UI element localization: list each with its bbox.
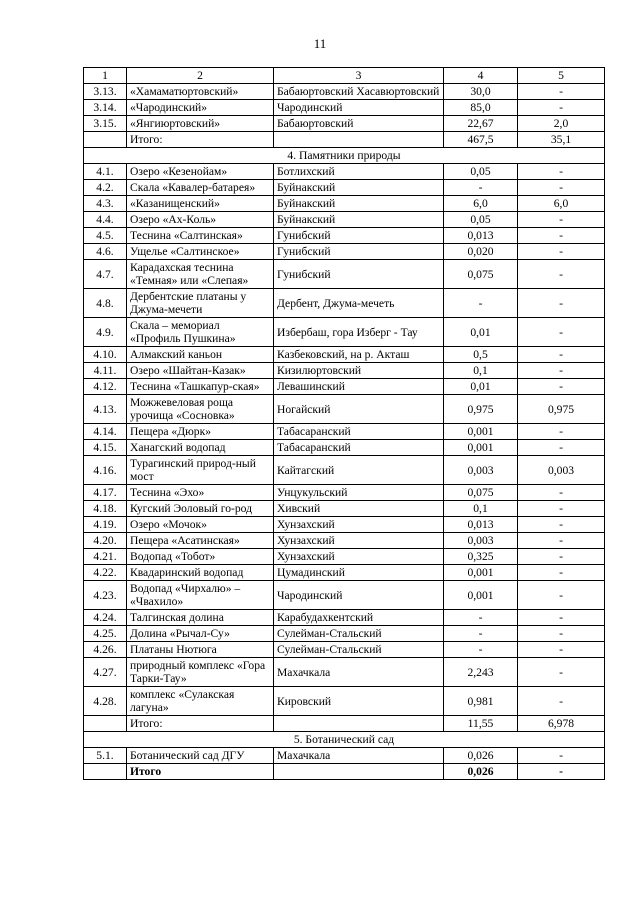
value-cell: - — [518, 164, 605, 180]
district-cell: Хунзахский — [274, 549, 444, 565]
name-cell: Озеро «Мочок» — [127, 517, 274, 533]
district-cell: Ботлихский — [274, 164, 444, 180]
name-cell: «Чародинский» — [127, 100, 274, 116]
district-cell: Бабаюртовский Хасавюртовский — [274, 84, 444, 100]
name-cell: Турагинский природ-ный мост — [127, 456, 274, 485]
district-cell: Буйнакский — [274, 180, 444, 196]
row-number-cell: 4.21. — [84, 549, 127, 565]
table-row — [84, 379, 605, 395]
value-cell: 2,0 — [518, 116, 605, 132]
value-cell: - — [518, 549, 605, 565]
row-number-cell: 5.1. — [84, 748, 127, 764]
table-row — [84, 642, 605, 658]
area-cell: 0,003 — [444, 533, 518, 549]
value-cell: 0,975 — [518, 395, 605, 424]
table-row — [84, 347, 605, 363]
area-cell: 0,075 — [444, 260, 518, 289]
area-cell: 0,325 — [444, 549, 518, 565]
name-cell: Ханагский водопад — [127, 440, 274, 456]
area-cell: 0,01 — [444, 379, 518, 395]
value-cell: 6,978 — [518, 716, 605, 732]
table-row — [84, 764, 605, 780]
value-cell: - — [518, 687, 605, 716]
area-cell: 0,020 — [444, 244, 518, 260]
table-row — [84, 116, 605, 132]
name-cell: Карадахская теснина «Темная» или «Слепая» — [127, 260, 274, 289]
area-cell: 0,013 — [444, 517, 518, 533]
table-row — [84, 424, 605, 440]
row-number-cell: 4.25. — [84, 626, 127, 642]
district-cell: Буйнакский — [274, 196, 444, 212]
area-cell: 0,1 — [444, 501, 518, 517]
row-number-cell: 4.2. — [84, 180, 127, 196]
header-cell: 5 — [518, 68, 605, 84]
area-cell: 0,001 — [444, 440, 518, 456]
name-cell: Озеро «Ах-Коль» — [127, 212, 274, 228]
name-cell: Итого: — [127, 716, 274, 732]
district-cell: Буйнакский — [274, 212, 444, 228]
table-row — [84, 180, 605, 196]
area-cell: 0,001 — [444, 424, 518, 440]
district-cell: Гунибский — [274, 228, 444, 244]
district-cell: Сулейман-Стальский — [274, 642, 444, 658]
value-cell: - — [518, 501, 605, 517]
district-cell: Цумадинский — [274, 565, 444, 581]
value-cell: - — [518, 424, 605, 440]
name-cell: Теснина «Ташкапур-ская» — [127, 379, 274, 395]
area-cell: 6,0 — [444, 196, 518, 212]
district-cell: Хунзахский — [274, 517, 444, 533]
district-cell — [274, 764, 444, 780]
value-cell: - — [518, 642, 605, 658]
area-cell: 22,67 — [444, 116, 518, 132]
row-number-cell: 4.18. — [84, 501, 127, 517]
header-cell: 1 — [84, 68, 127, 84]
area-cell: 0,975 — [444, 395, 518, 424]
value-cell: - — [518, 748, 605, 764]
value-cell: - — [518, 485, 605, 501]
district-cell: Избербаш, гора Изберг - Тау — [274, 318, 444, 347]
area-cell: - — [444, 289, 518, 318]
row-number-cell: 4.13. — [84, 395, 127, 424]
table-row — [84, 164, 605, 180]
row-number-cell: 4.17. — [84, 485, 127, 501]
row-number-cell: 3.15. — [84, 116, 127, 132]
value-cell: - — [518, 228, 605, 244]
district-cell: Гунибский — [274, 260, 444, 289]
district-cell: Махачкала — [274, 748, 444, 764]
table-row — [84, 196, 605, 212]
value-cell: 0,003 — [518, 456, 605, 485]
row-number-cell: 3.14. — [84, 100, 127, 116]
row-number-cell: 4.12. — [84, 379, 127, 395]
row-number-cell: 4.3. — [84, 196, 127, 212]
name-cell: Озеро «Шайтан-Казак» — [127, 363, 274, 379]
name-cell: Скала – мемориал «Профиль Пушкина» — [127, 318, 274, 347]
row-number-cell: 4.11. — [84, 363, 127, 379]
value-cell: - — [518, 581, 605, 610]
value-cell: - — [518, 610, 605, 626]
name-cell: Долина «Рычал-Су» — [127, 626, 274, 642]
table-row — [84, 132, 605, 148]
table-row — [84, 318, 605, 347]
value-cell: 6,0 — [518, 196, 605, 212]
section-title-row — [84, 732, 605, 748]
table-row — [84, 687, 605, 716]
district-cell: Кайтагский — [274, 456, 444, 485]
row-number-cell — [84, 764, 127, 780]
area-cell: 2,243 — [444, 658, 518, 687]
name-cell: Теснина «Эхо» — [127, 485, 274, 501]
name-cell: комплекс «Сулакская лагуна» — [127, 687, 274, 716]
value-cell: - — [518, 260, 605, 289]
name-cell: Дербентские платаны у Джума-мечети — [127, 289, 274, 318]
name-cell: Можжевеловая роща урочища «Сосновка» — [127, 395, 274, 424]
value-cell: - — [518, 244, 605, 260]
table-row — [84, 395, 605, 424]
area-cell: 0,05 — [444, 212, 518, 228]
row-number-cell: 4.5. — [84, 228, 127, 244]
table-row — [84, 440, 605, 456]
table-row — [84, 549, 605, 565]
area-cell: 0,001 — [444, 565, 518, 581]
section-title: 4. Памятники природы — [84, 148, 605, 164]
row-number-cell: 4.7. — [84, 260, 127, 289]
name-cell: природный комплекс «Гора Тарки-Тау» — [127, 658, 274, 687]
area-cell: 0,05 — [444, 164, 518, 180]
district-cell: Табасаранский — [274, 440, 444, 456]
district-cell: Кизилюртовский — [274, 363, 444, 379]
row-number-cell: 3.13. — [84, 84, 127, 100]
area-cell: - — [444, 180, 518, 196]
name-cell: Пещера «Асатинская» — [127, 533, 274, 549]
district-cell: Гунибский — [274, 244, 444, 260]
area-cell: 0,981 — [444, 687, 518, 716]
row-number-cell: 4.20. — [84, 533, 127, 549]
table-row — [84, 289, 605, 318]
name-cell: Алмакский каньон — [127, 347, 274, 363]
district-cell: Казбековский, на р. Акташ — [274, 347, 444, 363]
value-cell: - — [518, 533, 605, 549]
area-cell: 0,001 — [444, 581, 518, 610]
area-cell: - — [444, 626, 518, 642]
table-row — [84, 610, 605, 626]
table-row — [84, 501, 605, 517]
area-cell: 0,5 — [444, 347, 518, 363]
area-cell: 11,55 — [444, 716, 518, 732]
row-number-cell: 4.27. — [84, 658, 127, 687]
name-cell: Ботанический сад ДГУ — [127, 748, 274, 764]
value-cell: - — [518, 440, 605, 456]
section-title: 5. Ботанический сад — [84, 732, 605, 748]
area-cell: 0,1 — [444, 363, 518, 379]
table-row — [84, 363, 605, 379]
name-cell: Озеро «Кезенойам» — [127, 164, 274, 180]
name-cell: «Хамаматюртовский» — [127, 84, 274, 100]
name-cell: Итого: — [127, 132, 274, 148]
area-cell: 0,026 — [444, 764, 518, 780]
area-cell: - — [444, 610, 518, 626]
table-row — [84, 260, 605, 289]
row-number-cell: 4.9. — [84, 318, 127, 347]
value-cell: - — [518, 100, 605, 116]
name-cell: Водопад «Чирхалю» – «Чвахило» — [127, 581, 274, 610]
area-cell: 0,013 — [444, 228, 518, 244]
district-cell — [274, 132, 444, 148]
area-cell: 0,026 — [444, 748, 518, 764]
district-cell: Хунзахский — [274, 533, 444, 549]
value-cell: - — [518, 318, 605, 347]
value-cell: - — [518, 180, 605, 196]
table-row — [84, 626, 605, 642]
page-number: 11 — [313, 36, 327, 51]
table-row — [84, 565, 605, 581]
table-row — [84, 517, 605, 533]
name-cell: Талгинская долина — [127, 610, 274, 626]
district-cell: Чародинский — [274, 581, 444, 610]
value-cell: - — [518, 517, 605, 533]
name-cell: Теснина «Салтинская» — [127, 228, 274, 244]
row-number-cell: 4.16. — [84, 456, 127, 485]
row-number-cell: 4.26. — [84, 642, 127, 658]
header-cell: 4 — [444, 68, 518, 84]
district-cell: Хивский — [274, 501, 444, 517]
row-number-cell: 4.23. — [84, 581, 127, 610]
district-cell: Левашинский — [274, 379, 444, 395]
area-cell: 467,5 — [444, 132, 518, 148]
table-row — [84, 581, 605, 610]
header-cell: 3 — [274, 68, 444, 84]
name-cell: Кугский Эоловый го-род — [127, 501, 274, 517]
district-cell: Ногайский — [274, 395, 444, 424]
table-row — [84, 228, 605, 244]
area-cell: 30,0 — [444, 84, 518, 100]
row-number-cell: 4.10. — [84, 347, 127, 363]
value-cell: - — [518, 764, 605, 780]
value-cell: - — [518, 84, 605, 100]
table-row — [84, 716, 605, 732]
name-cell: Итого — [127, 764, 274, 780]
district-cell: Карабудахкентский — [274, 610, 444, 626]
value-cell: - — [518, 379, 605, 395]
row-number-cell: 4.4. — [84, 212, 127, 228]
table-row — [84, 456, 605, 485]
row-number-cell: 4.19. — [84, 517, 127, 533]
name-cell: «Казанищенский» — [127, 196, 274, 212]
table-row — [84, 533, 605, 549]
value-cell: - — [518, 289, 605, 318]
area-cell: 0,003 — [444, 456, 518, 485]
row-number-cell: 4.14. — [84, 424, 127, 440]
table-row — [84, 100, 605, 116]
value-cell: - — [518, 565, 605, 581]
table-row — [84, 212, 605, 228]
table-row — [84, 84, 605, 100]
value-cell: 35,1 — [518, 132, 605, 148]
value-cell: - — [518, 363, 605, 379]
row-number-cell: 4.8. — [84, 289, 127, 318]
district-cell: Табасаранский — [274, 424, 444, 440]
district-cell: Бабаюртовский — [274, 116, 444, 132]
value-cell: - — [518, 347, 605, 363]
name-cell: Водопад «Тобот» — [127, 549, 274, 565]
row-number-cell: 4.1. — [84, 164, 127, 180]
row-number-cell: 4.22. — [84, 565, 127, 581]
name-cell: «Янгиюртовский» — [127, 116, 274, 132]
district-cell — [274, 716, 444, 732]
value-cell: - — [518, 626, 605, 642]
table-row — [84, 748, 605, 764]
name-cell: Пещера «Дюрк» — [127, 424, 274, 440]
row-number-cell: 4.15. — [84, 440, 127, 456]
area-cell: - — [444, 642, 518, 658]
table-header-row — [84, 68, 605, 84]
row-number-cell: 4.24. — [84, 610, 127, 626]
value-cell: - — [518, 658, 605, 687]
name-cell: Квадаринский водопад — [127, 565, 274, 581]
district-cell: Сулейман-Стальский — [274, 626, 444, 642]
district-cell: Чародинский — [274, 100, 444, 116]
name-cell: Ущелье «Салтинское» — [127, 244, 274, 260]
name-cell: Платаны Нютюга — [127, 642, 274, 658]
table-row — [84, 658, 605, 687]
row-number-cell: 4.28. — [84, 687, 127, 716]
area-cell: 0,075 — [444, 485, 518, 501]
name-cell: Скала «Кавалер-батарея» — [127, 180, 274, 196]
district-cell: Махачкала — [274, 658, 444, 687]
section-title-row — [84, 148, 605, 164]
row-number-cell: 4.6. — [84, 244, 127, 260]
district-cell: Кировский — [274, 687, 444, 716]
table-row — [84, 485, 605, 501]
protected-areas-table — [83, 67, 605, 780]
district-cell: Унцукульский — [274, 485, 444, 501]
row-number-cell — [84, 132, 127, 148]
area-cell: 0,01 — [444, 318, 518, 347]
row-number-cell — [84, 716, 127, 732]
header-cell: 2 — [127, 68, 274, 84]
value-cell: - — [518, 212, 605, 228]
district-cell: Дербент, Джума-мечеть — [274, 289, 444, 318]
table-row — [84, 244, 605, 260]
area-cell: 85,0 — [444, 100, 518, 116]
